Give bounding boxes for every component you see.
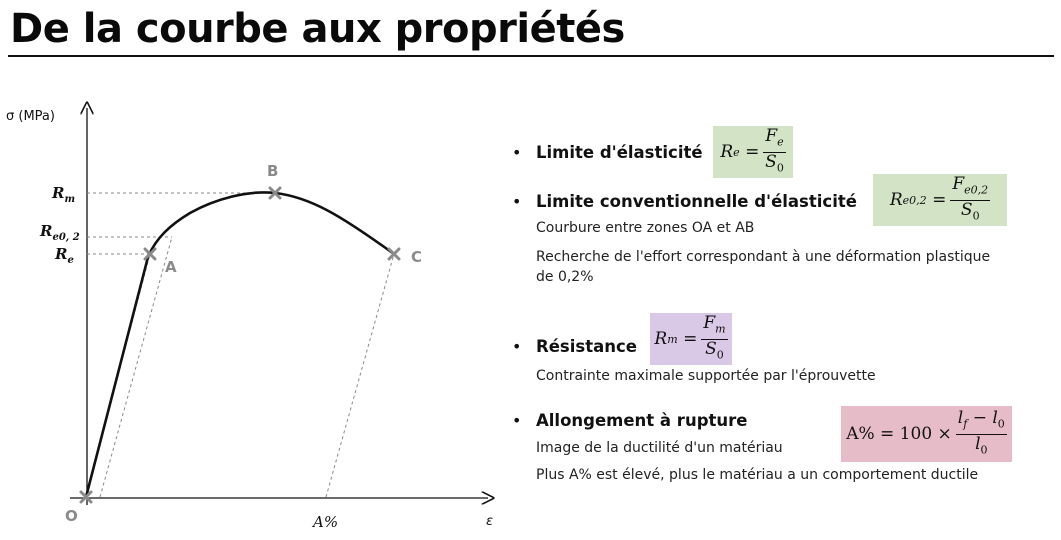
description-line: Recherche de l'effort correspondant à une déformation plastique xyxy=(536,249,991,265)
page-title: De la courbe aux propriétés xyxy=(10,6,625,52)
property-title: Limite conventionnelle d'élasticité xyxy=(536,192,857,211)
description-line: Contrainte maximale supportée par l'éprouvette xyxy=(536,368,876,384)
description-line: de 0,2% xyxy=(536,269,594,285)
formula-elastic-limit: R e = $\frac{F_e}{S_0}$ xyxy=(713,126,793,178)
property-title: Limite d'élasticité xyxy=(536,143,703,162)
y-label-rm: $R_m$ xyxy=(52,184,76,205)
bullet: • xyxy=(512,143,522,162)
y-label-re: $R_e$ xyxy=(55,245,74,266)
x-axis-label: ε xyxy=(486,514,494,529)
stress-strain-diagram xyxy=(0,0,510,540)
offset-line-02 xyxy=(100,237,172,497)
x-label-a-pct: A% xyxy=(313,513,339,531)
property-title: Allongement à rupture xyxy=(536,411,748,430)
y-axis-label: σ (MPa) xyxy=(6,109,55,124)
bullet: • xyxy=(512,411,522,430)
description-line: Image de la ductilité d'un matériau xyxy=(536,440,783,456)
description-line: Plus A% est élevé, plus le matériau a un comportement ductile xyxy=(536,467,979,483)
y-label-re02: $R_{e0, 2}$ xyxy=(40,222,80,243)
point-label-b: B xyxy=(267,162,279,180)
stress-strain-curve xyxy=(86,192,394,497)
point-label-a: A xyxy=(165,258,177,276)
formula-conventional-elastic-limit: R e0,2 = $\frac{F_{e0,2}}{S_0}$ xyxy=(873,174,1007,226)
point-label-c: C xyxy=(411,248,423,266)
property-title: Résistance xyxy=(536,337,637,356)
bullet: • xyxy=(512,192,522,211)
point-marker-c xyxy=(389,249,399,259)
bullet: • xyxy=(512,337,522,356)
description-line: Courbure entre zones OA et AB xyxy=(536,220,755,236)
point-label-o: O xyxy=(65,507,78,525)
formula-resistance: R m = $\frac{F_m}{S_0}$ xyxy=(650,313,732,365)
formula-elongation: A% = 100 × $\frac{l_f - l_0}{l_0}$ xyxy=(841,406,1012,462)
unload-line-c xyxy=(326,254,394,497)
